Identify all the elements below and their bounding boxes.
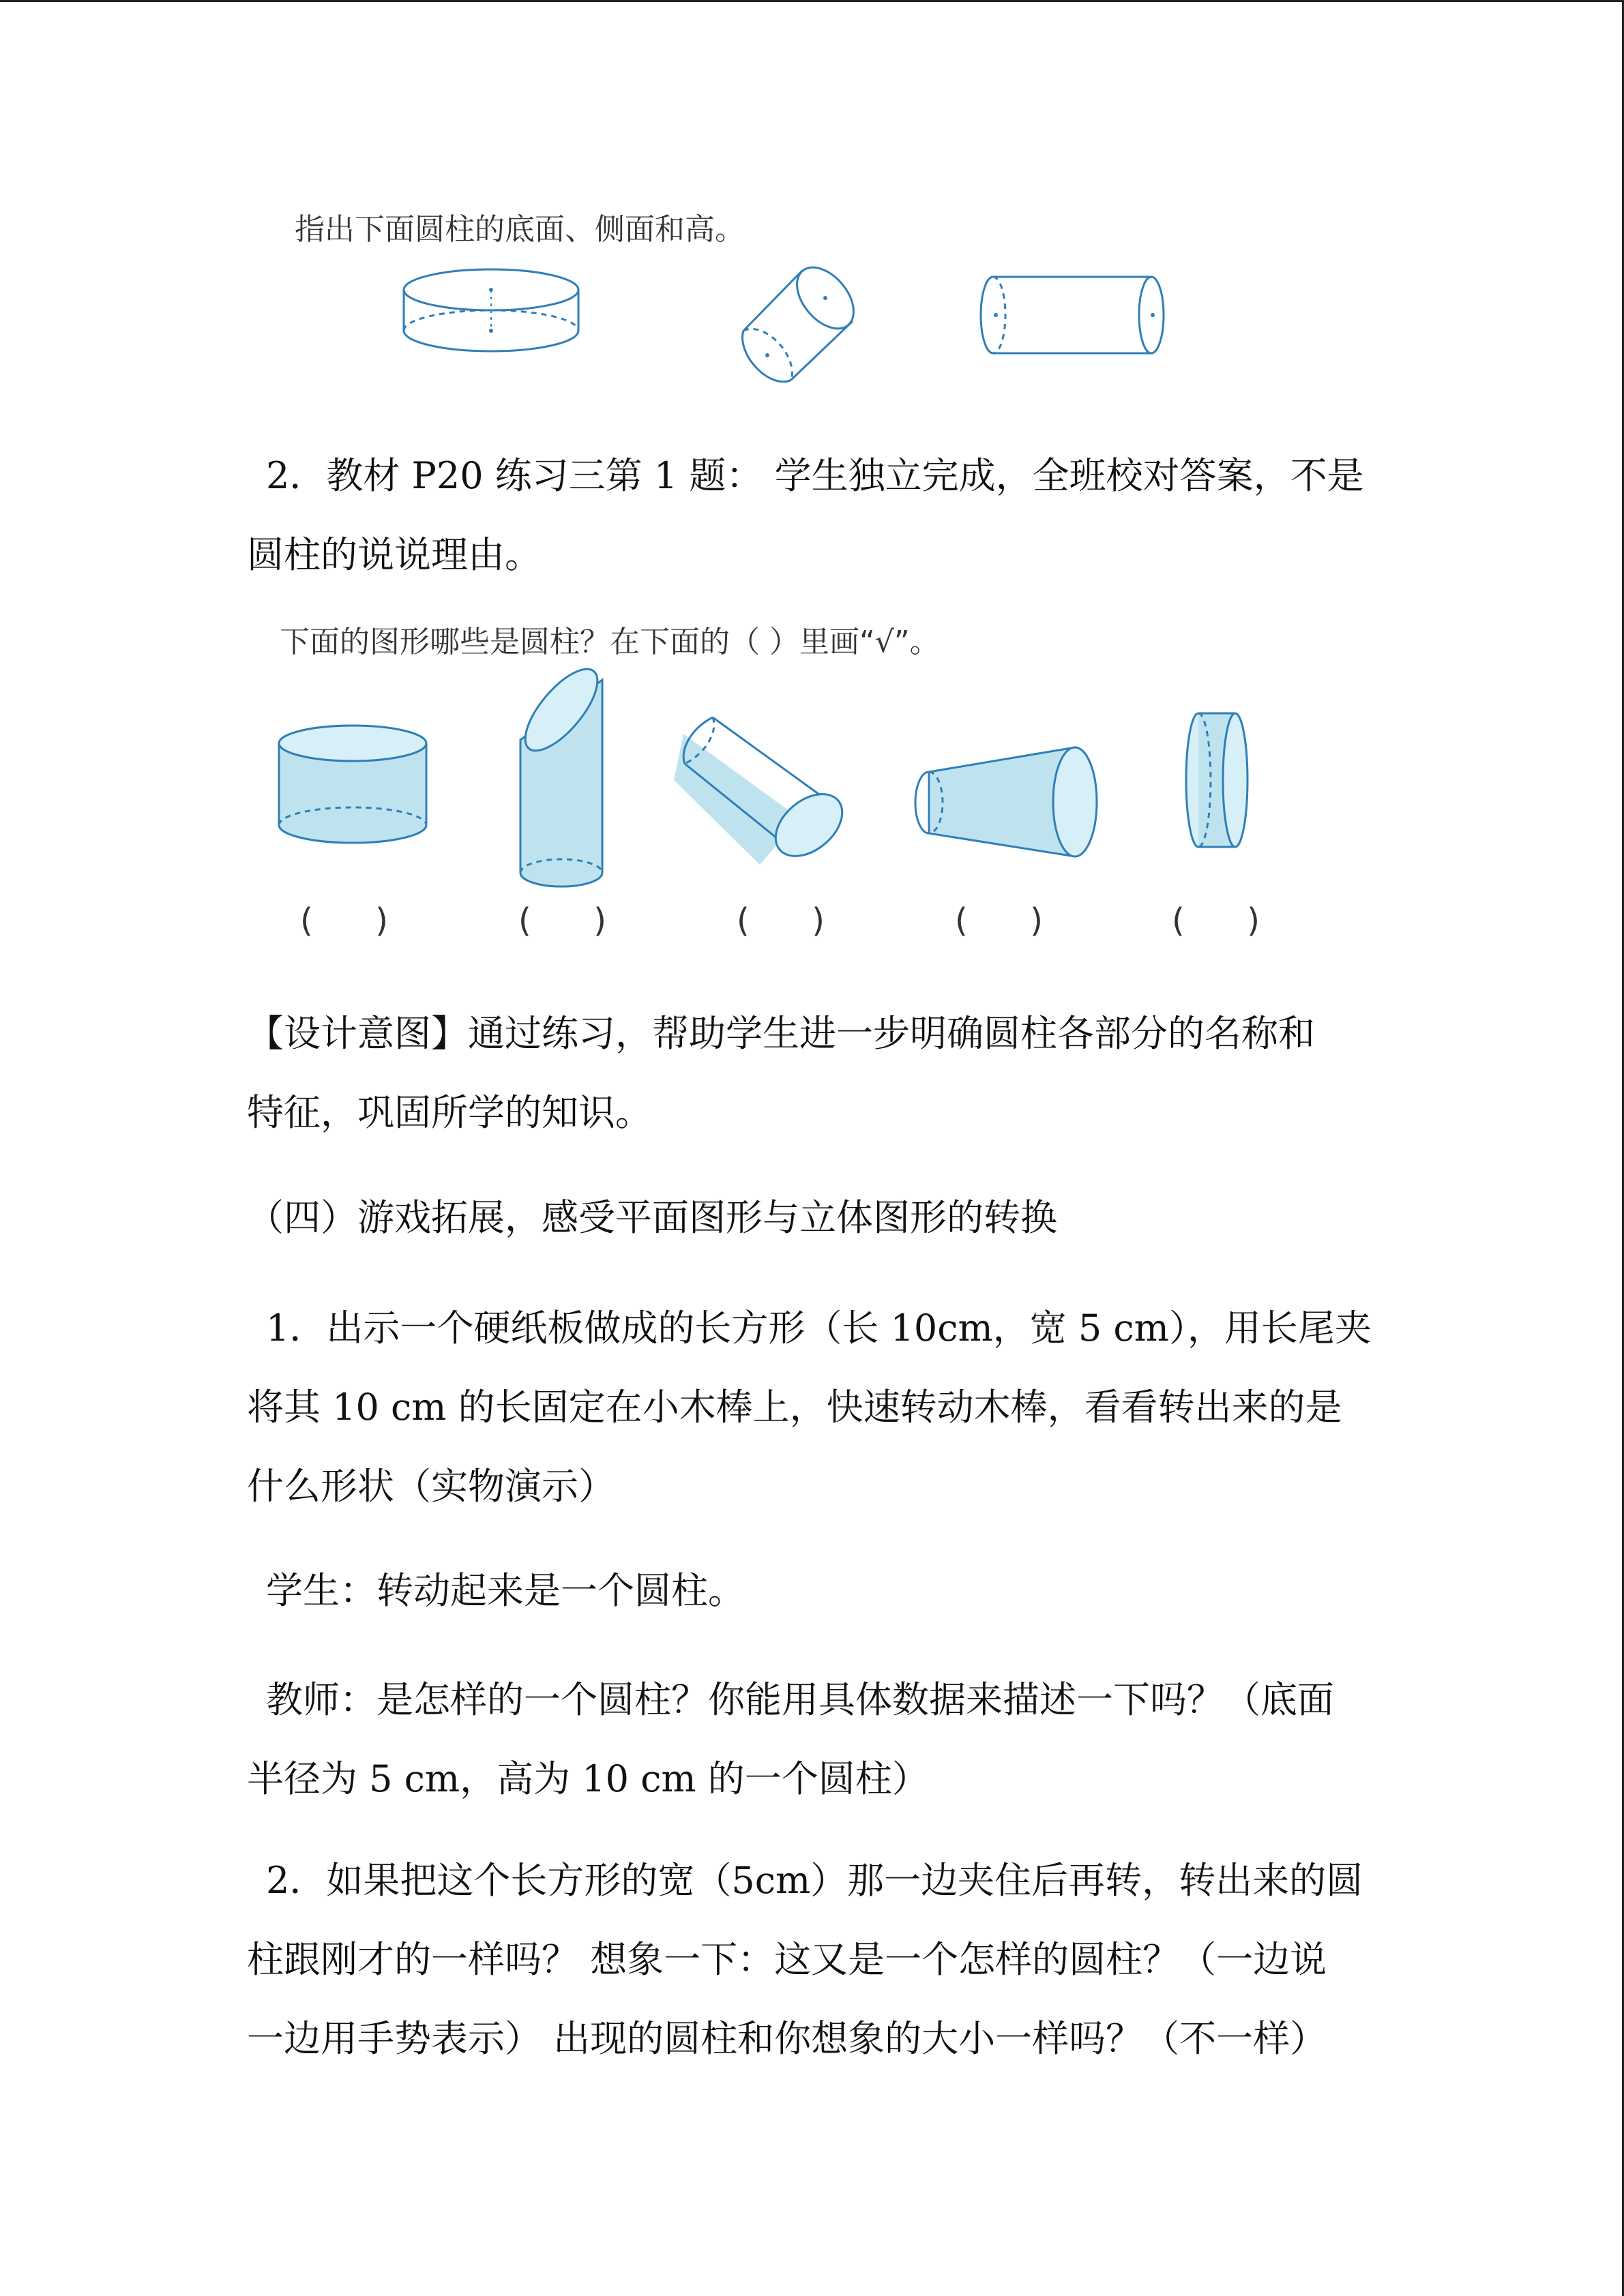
flat-cylinder-icon bbox=[402, 259, 580, 361]
disc-cylinder-icon bbox=[1183, 709, 1258, 852]
step1-line2: 将其 10 cm 的长固定在小木棒上，快速转动木棒，看看转出来的是 bbox=[247, 1386, 1342, 1429]
step1-line3: 什么形状（实物演示） bbox=[247, 1465, 615, 1508]
answer-blank-2[interactable]: ( ) bbox=[518, 901, 606, 940]
exercise2-line2: 圆柱的说说理由。 bbox=[247, 533, 542, 576]
figure2-caption: 下面的图形哪些是圆柱？在下面的（ ）里画“√”。 bbox=[280, 625, 940, 659]
tilted-cylinder-blue-icon bbox=[675, 709, 853, 869]
top-border bbox=[0, 0, 1624, 2]
exercise2-line1: 2．教材 P20 练习三第 1 题： 学生独立完成，全班校对答案，不是 bbox=[266, 454, 1364, 497]
teacher-reply bbox=[247, 1660, 1379, 1819]
answer-blank-1[interactable]: ( ) bbox=[300, 901, 388, 940]
step2-line1: 2．如果把这个长方形的宽（5cm）那一边夹住后再转，转出来的圆 bbox=[266, 1859, 1363, 1902]
frustum-icon bbox=[913, 743, 1100, 859]
student-reply: 学生：转动起来是一个圆柱。 bbox=[266, 1569, 745, 1612]
tilted-cylinder-icon bbox=[737, 263, 866, 385]
section4-title: （四）游戏拓展，感受平面图形与立体图形的转换 bbox=[247, 1196, 1057, 1239]
step1-paragraph bbox=[247, 1289, 1379, 1526]
step2-line2: 柱跟刚才的一样吗？ 想象一下：这又是一个怎样的圆柱？（一边说 bbox=[247, 1938, 1327, 1981]
slanted-top-cylinder-icon bbox=[515, 665, 617, 897]
answer-blank-4[interactable]: ( ) bbox=[955, 901, 1043, 940]
figure1-caption: 指出下面圆柱的底面、侧面和高。 bbox=[295, 212, 745, 247]
design-intent-line2: 特征，巩固所学的知识。 bbox=[247, 1091, 652, 1134]
exercise2-paragraph bbox=[247, 436, 1379, 595]
teacher-reply-line1: 教师：是怎样的一个圆柱？你能用具体数据来描述一下吗？（底面 bbox=[266, 1678, 1334, 1721]
answer-blank-5[interactable]: ( ) bbox=[1172, 901, 1260, 940]
cylinder-upright-icon bbox=[276, 723, 430, 852]
step2-line3: 一边用手势表示） 出现的圆柱和你想象的大小一样吗？（不一样） bbox=[247, 2017, 1327, 2060]
horizontal-cylinder-icon bbox=[981, 273, 1168, 358]
step1-line1: 1．出示一个硬纸板做成的长方形（长 10cm，宽 5 cm），用长尾夹 bbox=[266, 1307, 1372, 1350]
step2-paragraph bbox=[247, 1841, 1379, 2078]
design-intent-line1: 【设计意图】通过练习，帮助学生进一步明确圆柱各部分的名称和 bbox=[247, 1012, 1315, 1055]
design-intent bbox=[247, 994, 1379, 1152]
teacher-reply-line2: 半径为 5 cm，高为 10 cm 的一个圆柱） bbox=[247, 1757, 929, 1800]
answer-blank-3[interactable]: ( ) bbox=[737, 901, 825, 940]
